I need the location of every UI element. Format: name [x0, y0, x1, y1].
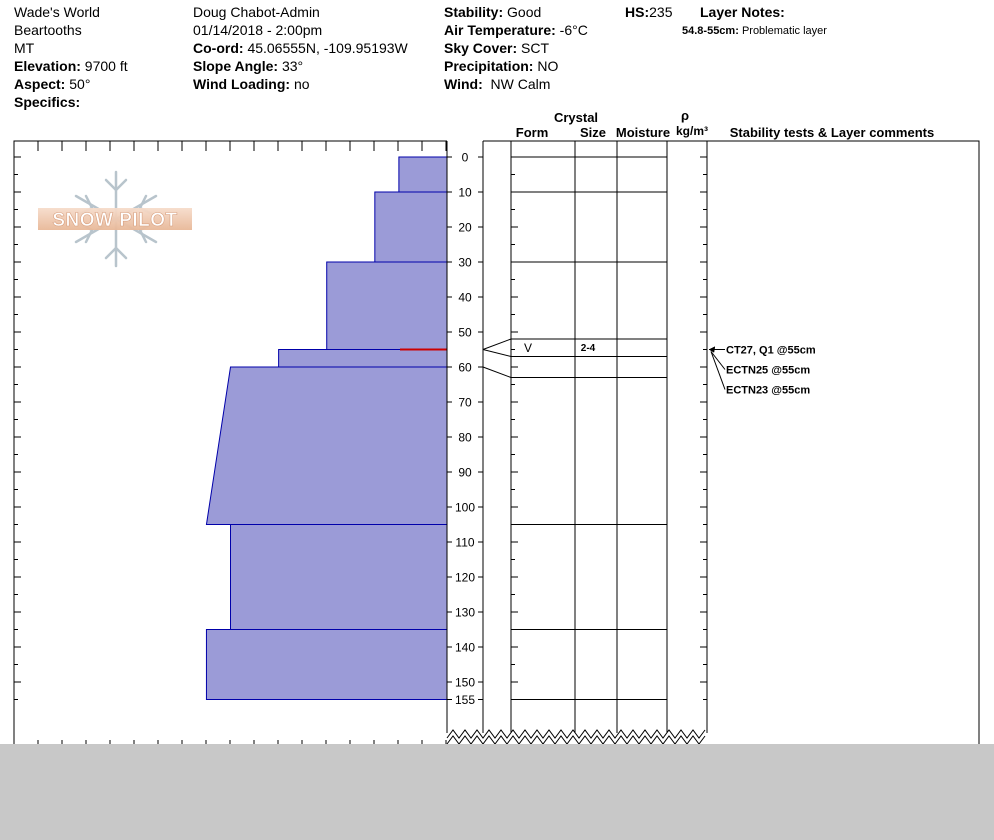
stability-test-arrowhead [709, 347, 715, 353]
sky-cover: Sky Cover: SCT [444, 40, 550, 56]
observer: Doug Chabot-Admin [193, 4, 320, 20]
depth-tick-label: 150 [454, 675, 476, 690]
crystal-table [447, 141, 979, 748]
depth-tick-label: 10 [458, 185, 472, 200]
depth-tick-label: 40 [458, 290, 472, 305]
hardness-layer-2 [327, 262, 447, 350]
hardness-layer-0 [399, 157, 447, 192]
hardness-profile [206, 157, 447, 700]
depth-tick-label: 30 [458, 255, 472, 270]
comments-header: Stability tests & Layer comments [729, 125, 935, 140]
crystal-size: 2-4 [580, 342, 596, 354]
wind-loading: Wind Loading: no [193, 76, 310, 92]
depth-tick-label: 50 [458, 325, 472, 340]
break-zigzag [447, 736, 705, 744]
aspect: Aspect: 50° [14, 76, 91, 92]
layer-notes-label: Layer Notes: [700, 4, 785, 20]
logo-text: SNOW PILOT [52, 210, 178, 231]
moisture-header: Moisture [615, 125, 671, 140]
depth-tick-label: 80 [458, 430, 472, 445]
depth-tick-label: 100 [454, 500, 476, 515]
crystal-header: Crystal [553, 110, 599, 125]
hardness-layer-3 [279, 350, 447, 368]
layer-connector [483, 339, 511, 350]
depth-tick-label: 70 [458, 395, 472, 410]
state: MT [14, 40, 35, 56]
rho-header: ρ [680, 108, 690, 123]
footer-bar [0, 744, 994, 840]
size-header: Size [579, 125, 607, 140]
form-header: Form [515, 125, 549, 140]
crystal-form: V [523, 340, 533, 355]
location-name: Wade's World [14, 4, 100, 20]
slope-angle: Slope Angle: 33° [193, 58, 304, 74]
break-zigzag [447, 730, 705, 738]
depth-tick-label: 0 [461, 150, 469, 165]
density-unit-header: kg/m³ [675, 124, 709, 138]
comments-frame [707, 141, 979, 748]
stability-test-label: ECTN23 @55cm [726, 384, 811, 397]
stability-test-arrow [711, 352, 725, 390]
stability-test-arrow [711, 352, 725, 370]
layer-connector [483, 350, 511, 357]
depth-tick-label: 120 [454, 570, 476, 585]
specifics: Specifics: [14, 94, 81, 110]
hardness-layer-5 [231, 525, 448, 630]
snowpilot-logo [38, 172, 192, 266]
hardness-layer-4 [206, 367, 447, 525]
depth-tick-label: 60 [458, 360, 472, 375]
depth-tick-label: 155 [454, 693, 476, 707]
air-temperature: Air Temperature: -6°C [444, 22, 588, 38]
wind: Wind: NW Calm [444, 76, 551, 92]
hardness-layer-6 [206, 630, 447, 700]
layer-connector [483, 367, 511, 378]
stability-test-label: ECTN25 @55cm [726, 364, 811, 377]
depth-tick-label: 130 [454, 605, 476, 620]
precipitation: Precipitation: NO [444, 58, 559, 74]
layer-note: 54.8-55cm: Problematic layer [682, 25, 827, 37]
stability-tests [709, 345, 816, 397]
stability: Stability: Good [444, 4, 542, 20]
observation-datetime: 01/14/2018 - 2:00pm [193, 22, 323, 38]
header-hs: HS:235 [625, 4, 673, 20]
depth-tick-label: 90 [458, 465, 472, 480]
elevation: Elevation: 9700 ft [14, 58, 128, 74]
depth-tick-label: 140 [454, 640, 476, 655]
coordinates: Co-ord: 45.06555N, -109.95193W [193, 40, 408, 56]
depth-tick-label: 110 [455, 535, 475, 550]
mountain-range: Beartooths [14, 22, 82, 38]
depth-tick-label: 20 [458, 220, 472, 235]
hardness-layer-1 [375, 192, 447, 262]
stability-test-label: CT27, Q1 @55cm [726, 344, 816, 357]
